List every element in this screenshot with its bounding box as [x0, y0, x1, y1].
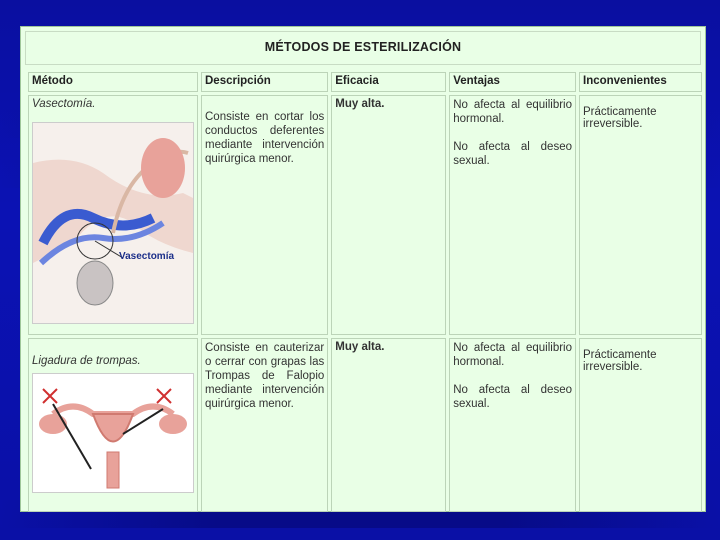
methods-table	[25, 69, 705, 515]
table-header-row	[28, 72, 702, 92]
header-method: Método	[28, 72, 198, 92]
drawback-text: Prácticamente irreversible.	[583, 349, 657, 373]
advantages-cell	[449, 95, 576, 335]
header-description: Descripción	[201, 72, 328, 92]
drawbacks-cell	[579, 338, 702, 512]
description-cell	[201, 338, 328, 512]
description-text: Consiste en cortar los conductos deferentes mediante intervención quirúrgica menor.	[205, 111, 325, 165]
advantage-text: No afecta al equilibrio hormonal.	[453, 99, 572, 125]
tubal-ligation-illustration	[32, 373, 194, 493]
table-row	[28, 95, 702, 335]
description-text: Consiste en cauterizar o cerrar con grapas las Trompas de Falopio mediante intervención quirúrgica menor.	[205, 342, 325, 410]
vasectomy-illustration	[32, 122, 194, 324]
drawbacks-cell	[579, 95, 702, 335]
method-cell	[28, 95, 198, 335]
header-efficacy: Eficacia	[331, 72, 446, 92]
method-name: Ligadura de trompas.	[32, 355, 141, 367]
slide	[20, 26, 706, 512]
description-cell	[201, 95, 328, 335]
advantage-text: No afecta al deseo sexual.	[453, 384, 572, 410]
efficacy-cell	[331, 95, 446, 335]
header-drawbacks: Inconvenientes	[579, 72, 702, 92]
efficacy-cell	[331, 338, 446, 512]
method-cell	[28, 338, 198, 512]
drawback-text: Prácticamente irreversible.	[583, 106, 657, 130]
advantage-text: No afecta al equilibrio hormonal.	[453, 342, 572, 368]
header-advantages: Ventajas	[449, 72, 576, 92]
efficacy-text: Muy alta.	[335, 341, 385, 353]
advantages-cell	[449, 338, 576, 512]
advantage-text: No afecta al deseo sexual.	[453, 141, 572, 167]
method-name: Vasectomía.	[32, 98, 96, 110]
illustration-label: Vasectomía	[119, 251, 175, 262]
slide-title: MÉTODOS DE ESTERILIZACIÓN	[264, 40, 462, 54]
table-row	[28, 338, 702, 512]
title-box	[25, 31, 701, 65]
vasectomy-diagram	[33, 123, 193, 323]
uterus-diagram	[33, 374, 193, 492]
efficacy-text: Muy alta.	[335, 98, 385, 110]
